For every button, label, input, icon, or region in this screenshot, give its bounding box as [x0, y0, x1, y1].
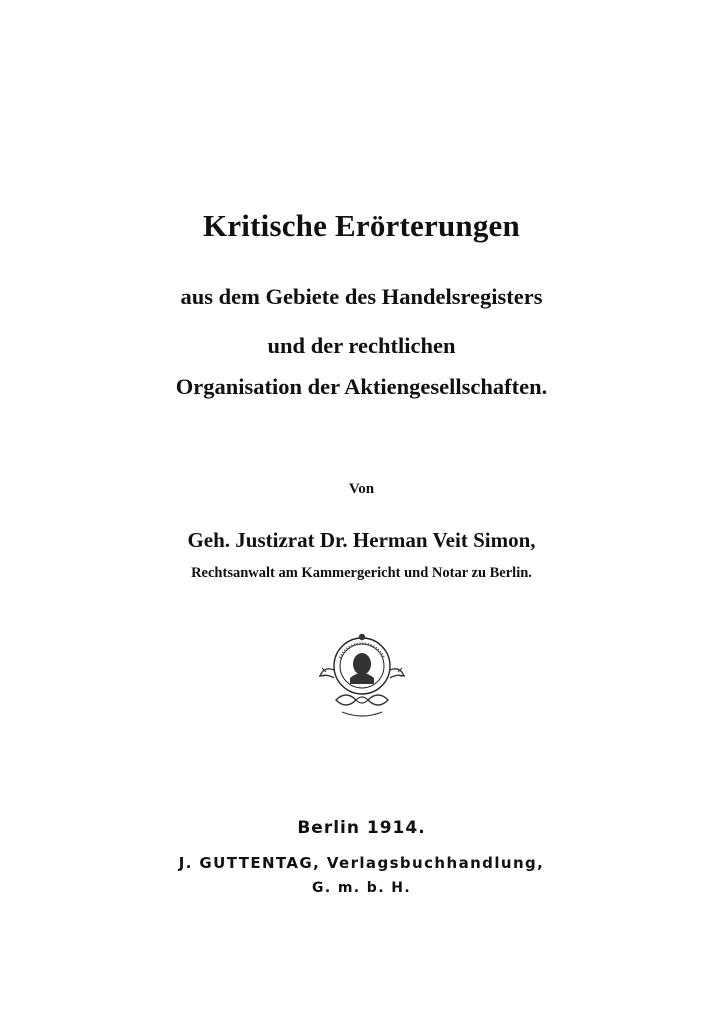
by-line: Von — [348, 481, 375, 497]
publisher-emblem-icon — [312, 628, 412, 724]
book-title: Kritische Erörterungen — [203, 208, 520, 243]
place-and-year: Berlin 1914. — [297, 818, 426, 838]
publisher-legal-form: G. m. b. H. — [311, 880, 412, 896]
author-name: Geh. Justizrat Dr. Herman Veit Simon, — [187, 528, 536, 552]
publisher-name: J. GUTTENTAG, Verlagsbuchhandlung, — [178, 854, 545, 872]
subtitle-line-3: Organisation der Aktiengesellschaften. — [175, 374, 548, 399]
author-role: Rechtsanwalt am Kammergericht und Notar zu Berlin. — [191, 565, 532, 581]
subtitle-line-2: und der rechtlichen — [267, 333, 456, 358]
subtitle-line-1: aus dem Gebiete des Handelsregisters — [180, 284, 543, 309]
